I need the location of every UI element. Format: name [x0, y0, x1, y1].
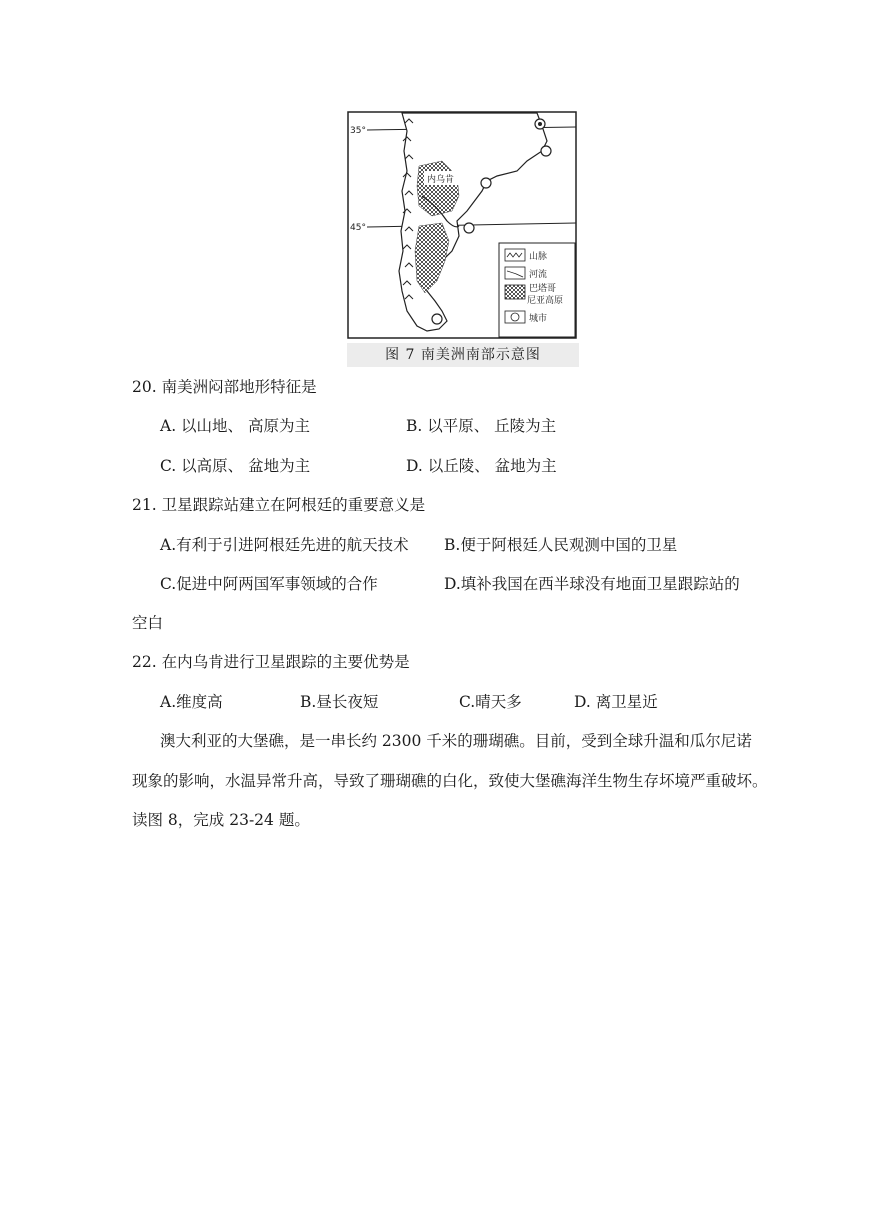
- q21-option-c: C.促进中阿两国军事领域的合作: [160, 575, 378, 593]
- q21-option-a: A.有利于引进阿根廷先进的航天技术: [160, 536, 409, 554]
- legend-plateau-1: 巴塔哥: [529, 284, 557, 294]
- legend-river: 河流: [529, 270, 548, 280]
- q22-option-d: D. 离卫星近: [574, 693, 658, 711]
- passage-line-2: 现象的影响，水温异常升高，导致了珊瑚礁的白化，致使大堡礁海洋生物生存坏境严重破坏。: [132, 772, 768, 790]
- south-america-map: [347, 111, 577, 339]
- q21-option-d-continued: 空白: [132, 614, 164, 632]
- figure-7: [347, 111, 579, 369]
- q22-option-c: C.晴天多: [459, 693, 522, 711]
- q20-option-c: C. 以高原、 盆地为主: [160, 457, 311, 475]
- q21-option-b: B.便于阿根廷人民观测中国的卫星: [444, 536, 678, 554]
- passage-line-1: 澳大利亚的大堡礁，是一串长约 2300 千米的珊瑚礁。目前，受到全球升温和瓜尔尼诺: [160, 732, 752, 750]
- q20-option-b: B. 以平原、 丘陵为主: [406, 417, 557, 435]
- q21-stem: 21. 卫星跟踪站建立在阿根廷的重要意义是: [132, 496, 426, 514]
- neuquen-label: 内乌肯: [427, 175, 455, 185]
- q20-option-d: D. 以丘陵、 盆地为主: [406, 457, 557, 475]
- q20-option-a: A. 以山地、 高原为主: [160, 417, 310, 435]
- figure-caption: 图 7 南美洲南部示意图: [347, 343, 579, 367]
- legend-city: 城市: [529, 314, 548, 324]
- q20-stem: 20. 南美洲闷部地形特征是: [132, 378, 317, 396]
- lat-45-label: 45°: [350, 223, 366, 233]
- legend-plateau-2: 尼亚高原: [527, 296, 564, 306]
- passage-line-3: 读图 8，完成 23-24 题。: [132, 811, 310, 829]
- legend-mountain: 山脉: [529, 252, 548, 262]
- q22-option-b: B.昼长夜短: [300, 693, 379, 711]
- q22-option-a: A.维度高: [160, 693, 223, 711]
- q22-stem: 22. 在内乌肯进行卫星跟踪的主要优势是: [132, 653, 410, 671]
- lat-35-label: 35°: [350, 126, 366, 136]
- q21-option-d: D.填补我国在西半球没有地面卫星跟踪站的: [444, 575, 740, 593]
